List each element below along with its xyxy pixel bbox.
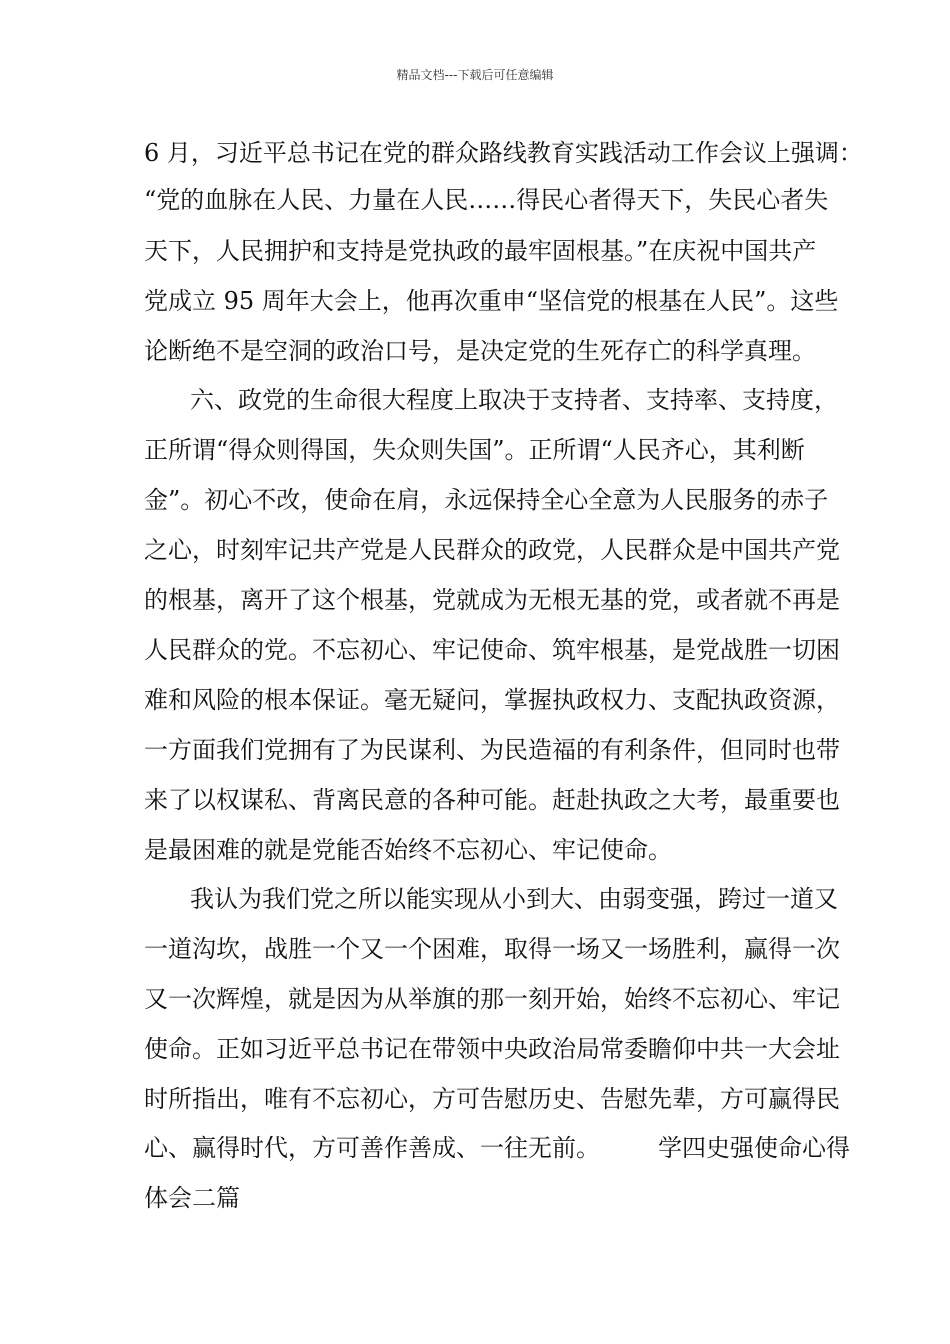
paragraph3-line-4: 使命。正如习近平总书记在带领中央政治局常委瞻仰中共一大会址 <box>144 1035 840 1063</box>
paragraph2-line-6: 人民群众的党。不忘初心、牢记使命、筑牢根基，是党战胜一切困 <box>144 636 840 664</box>
paragraph2-line-7: 难和风险的根本保证。毫无疑问，掌握执政权力、支配执政资源， <box>144 686 840 714</box>
paragraph3-line-6 <box>144 1133 850 1163</box>
paragraph1-line-2: “党的血脉在人民、力量在人民……得民心者得天下，失民心者失 <box>144 186 829 214</box>
paragraph3-closing-text: 心、赢得时代，方可善作善成、一往无前。 <box>144 1134 600 1162</box>
paragraph3-line-2: 一道沟坎，战胜一个又一个困难，取得一场又一场胜利，赢得一次 <box>144 935 840 963</box>
paragraph3-line-3: 又一次辉煌，就是因为从举旗的那一刻开始，始终不忘初心、牢记 <box>144 985 840 1013</box>
next-article-title: 学四史强使命心得 <box>658 1134 850 1162</box>
page-header: 精品文档---下载后可任意编辑 <box>396 68 554 82</box>
paragraph1-line-1: 6 月，习近平总书记在党的群众路线教育实践活动工作会议上强调： <box>144 139 863 167</box>
paragraph2-line-8: 一方面我们党拥有了为民谋利、为民造福的有利条件，但同时也带 <box>144 736 840 764</box>
paragraph2-line-5: 的根基，离开了这个根基，党就成为无根无基的党，或者就不再是 <box>144 586 840 614</box>
paragraph2-line-10: 是最困难的就是党能否始终不忘初心、牢记使命。 <box>144 836 672 864</box>
next-article-title-continued: 体会二篇 <box>144 1184 240 1212</box>
paragraph2-line-4: 之心，时刻牢记共产党是人民群众的政党，人民群众是中国共产党 <box>144 536 840 564</box>
paragraph3-line-5: 时所指出，唯有不忘初心，方可告慰历史、告慰先辈，方可赢得民 <box>144 1085 840 1113</box>
paragraph1-line-5: 论断绝不是空洞的政治口号，是决定党的生死存亡的科学真理。 <box>144 337 816 365</box>
paragraph2-line-2: 正所谓“得众则得国，失众则失国”。正所谓“人民齐心，其利断 <box>144 436 805 464</box>
paragraph3-line-1: 我认为我们党之所以能实现从小到大、由弱变强，跨过一道又 <box>190 885 838 913</box>
paragraph1-line-3: 天下，人民拥护和支持是党执政的最牢固根基。”在庆祝中国共产 <box>144 237 817 265</box>
paragraph2-line-1: 六、政党的生命很大程度上取决于支持者、支持率、支持度， <box>190 386 838 414</box>
paragraph2-line-9: 来了以权谋私、背离民意的各种可能。赶赴执政之大考，最重要也 <box>144 786 840 814</box>
paragraph2-line-3: 金”。初心不改，使命在肩，永远保持全心全意为人民服务的赤子 <box>144 486 829 514</box>
paragraph1-line-4: 党成立 95 周年大会上，他再次重申“坚信党的根基在人民”。这些 <box>144 287 839 315</box>
